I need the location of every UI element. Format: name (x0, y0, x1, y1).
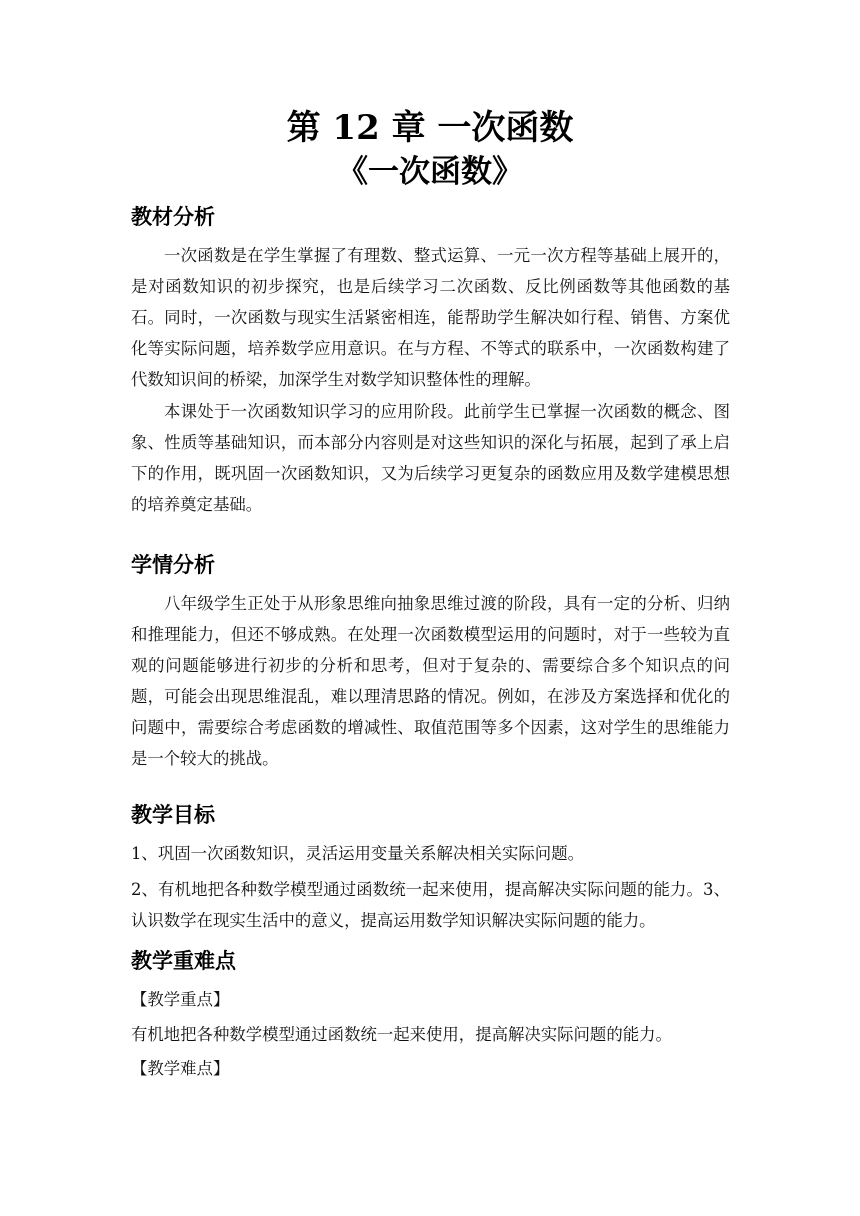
goal-item: 1、巩固一次函数知识，灵活运用变量关系解决相关实际问题。 (131, 844, 584, 863)
difficulty-label: 【教学难点】 (131, 1059, 230, 1078)
section-heading-textbook-analysis: 教材分析 (131, 205, 215, 229)
paragraph: 有机地把各种数学模型通过函数统一起来使用，提高解决实际问题的能力。 (131, 1025, 672, 1044)
chapter-title: 第 12 章 一次函数 (286, 108, 574, 148)
paragraph: 八年级学生正处于从形象思维向抽象思维过渡的阶段，具有一定的分析、归纳和推理能力，但还不够成熟。在处理一次函数模型运用的问题时，对于一些较为直观的问题能够进行初步的分析和思考，但对于复杂的、需要综合多个知识点的问题，可能会出现思维混乱，难以理清思路的情况。例如，在涉及方案选择和优化的问题中，需要综合考虑函数的增减性、取值范围等多个因素，这对学生的思维能力是一个较大的挑战。 (131, 594, 730, 768)
paragraph: 一次函数是在学生掌握了有理数、整式运算、一元一次方程等基础上展开的，是对函数知识的初步探究，也是后续学习二次函数、反比例函数等其他函数的基石。同时，一次函数与现实生活紧密相连，能帮助学生解决如行程、销售、方案优化等实际问题，培养数学应用意识。在与方程、不等式的联系中，一次函数构建了代数知识间的桥梁，加深学生对数学知识整体性的理解。 (131, 246, 730, 389)
goal-item: 2、有机地把各种数学模型通过函数统一起来使用，提高解决实际问题的能力。3、认识数学在现实生活中的意义，提高运用数学知识解决实际问题的能力。 (131, 880, 730, 930)
section-heading-student-analysis: 学情分析 (131, 553, 215, 577)
key-point-label: 【教学重点】 (131, 990, 230, 1009)
lesson-title: 《一次函数》 (337, 154, 523, 190)
paragraph: 本课处于一次函数知识学习的应用阶段。此前学生已掌握一次函数的概念、图象、性质等基础知识，而本部分内容则是对这些知识的深化与拓展，起到了承上启下的作用，既巩固一次函数知识，又为后续学习更复杂的函数应用及数学建模思想的培养奠定基础。 (131, 402, 730, 514)
section-heading-teaching-goals: 教学目标 (131, 803, 215, 827)
section-heading-key-points: 教学重难点 (131, 949, 236, 973)
